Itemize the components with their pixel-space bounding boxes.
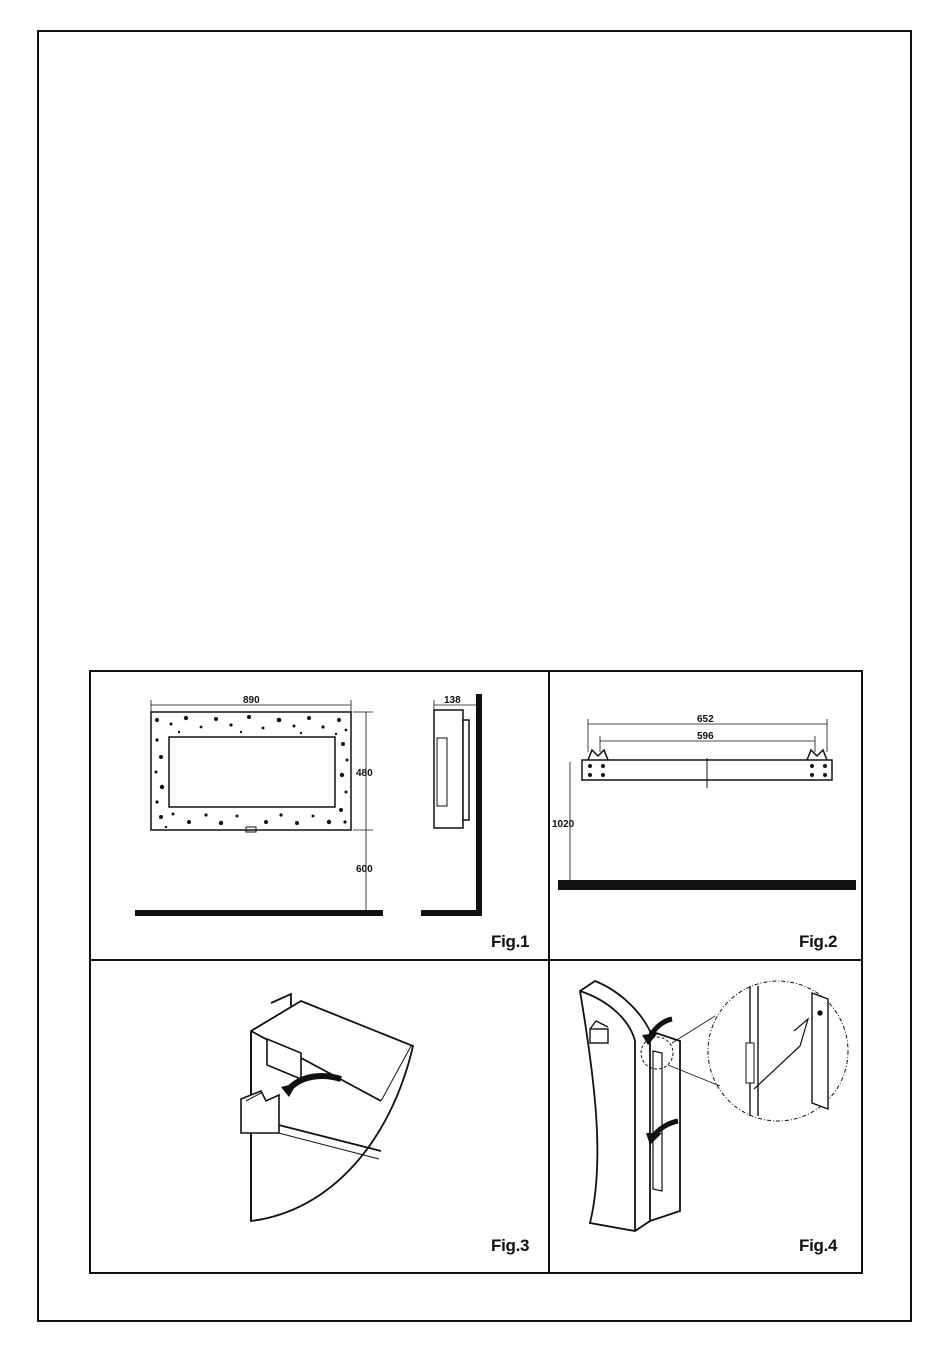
fig1-height-dim: 480 — [356, 768, 373, 779]
fig2-panel — [550, 672, 861, 961]
fireplace-side-view — [434, 710, 469, 828]
fig1-floor-dim: 600 — [356, 864, 373, 875]
floor-line — [135, 910, 383, 916]
fig2-outer-dim: 652 — [697, 714, 714, 725]
fig3-drawing — [91, 961, 550, 1272]
figure-grid — [89, 670, 863, 1274]
fig2-inner-dim: 596 — [697, 731, 714, 742]
fig1-panel — [91, 672, 550, 961]
fig1-label: Fig.1 — [491, 932, 530, 951]
fig4-panel — [550, 961, 861, 1272]
fig2-drawing — [550, 672, 861, 961]
fig4-drawing — [550, 961, 861, 1272]
fig3-label: Fig.3 — [491, 1236, 530, 1255]
fig1-drawing — [91, 672, 550, 961]
fig3-panel — [91, 961, 550, 1272]
fig2-floor-line — [558, 880, 856, 890]
fig2-height-dim: 1020 — [552, 819, 575, 830]
fig1-width-dim: 890 — [243, 695, 260, 706]
fireplace-front-view — [151, 712, 351, 832]
side-floor-line — [421, 910, 482, 916]
wall-line — [476, 694, 482, 916]
fig1-depth-dim: 138 — [444, 695, 461, 706]
fig4-label: Fig.4 — [799, 1236, 838, 1255]
fireplace-side-panel — [580, 981, 680, 1231]
fig2-label: Fig.2 — [799, 932, 838, 951]
fig2-dimension-lines — [570, 719, 827, 880]
